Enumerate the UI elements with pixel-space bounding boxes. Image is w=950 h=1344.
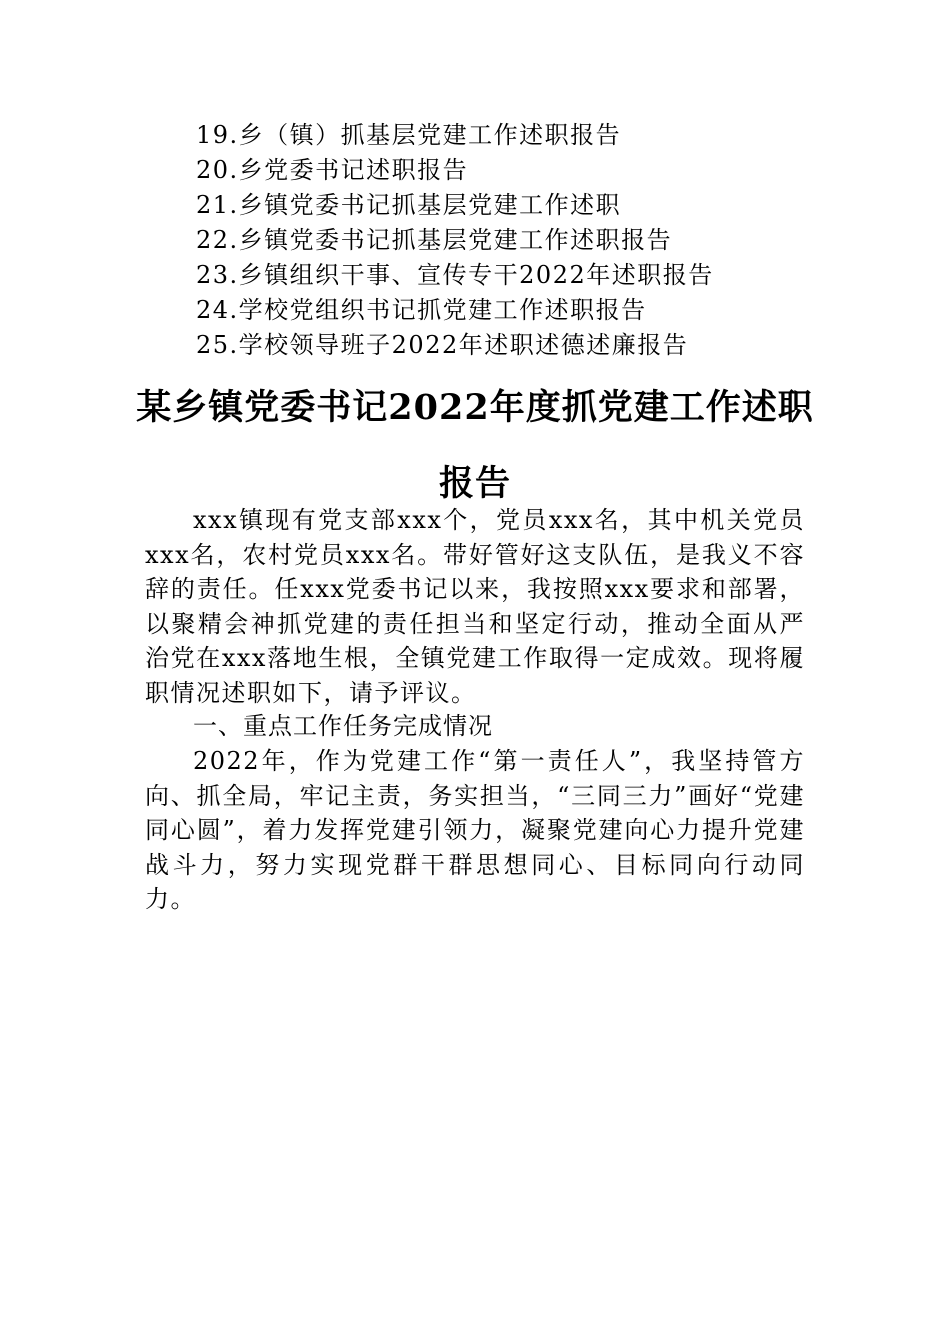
toc-item: 20.乡党委书记述职报告 bbox=[196, 156, 469, 184]
document-title: 某乡镇党委书记2022年度抓党建工作述职报告 bbox=[136, 387, 814, 504]
section-paragraph: 2022年，作为党建工作“第一责任人”，我坚持管方向、抓全局，牢记主责，务实担当，“三同三力”画好“党建同心圆”，着力发挥党建引领力，凝聚党建向心力提升党建战斗力，努力实现党群干群思想同心、目标同向行动同力。 bbox=[145, 747, 805, 913]
toc-item: 22.乡镇党委书记抓基层党建工作述职报告 bbox=[196, 226, 673, 254]
table-of-contents bbox=[196, 118, 816, 363]
toc-item: 24.学校党组织书记抓党建工作述职报告 bbox=[196, 296, 647, 324]
toc-item: 25.学校领导班子2022年述职述德述廉报告 bbox=[196, 331, 689, 359]
intro-paragraph: xxx镇现有党支部xxx个，党员xxx名，其中机关党员xxx名，农村党员xxx名。带好管好这支队伍，是我义不容辞的责任。任xxx党委书记以来，我按照xxx要求和部署，以聚精会神抓党建的责任担当和坚定行动，推动全面从严治党在xxx落地生根，全镇党建工作取得一定成效。现将履职情况述职如下，请予评议。 bbox=[145, 506, 805, 707]
toc-item: 23.乡镇组织干事、宣传专干2022年述职报告 bbox=[196, 261, 714, 289]
toc-item: 21.乡镇党委书记抓基层党建工作述职 bbox=[196, 191, 622, 219]
section-heading: 一、重点工作任务完成情况 bbox=[193, 712, 493, 740]
toc-item: 19.乡（镇）抓基层党建工作述职报告 bbox=[196, 121, 622, 149]
